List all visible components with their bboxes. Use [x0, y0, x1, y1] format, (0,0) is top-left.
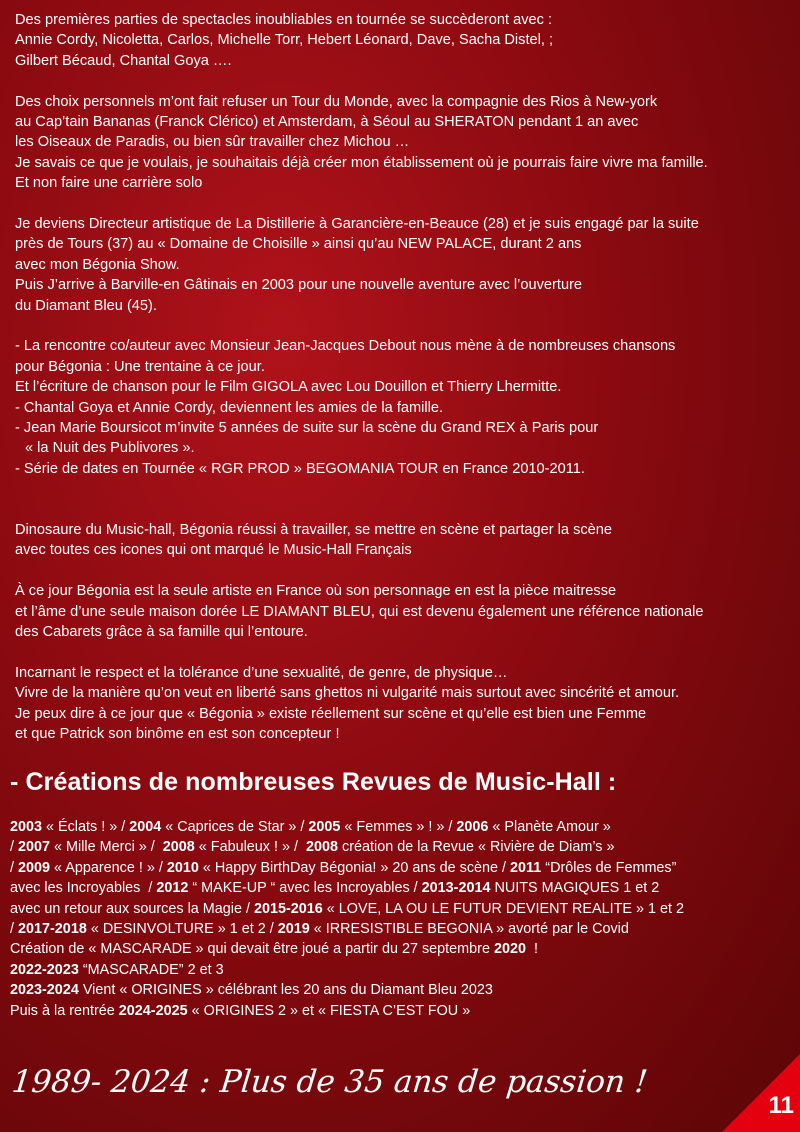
paragraph-gap [15, 479, 795, 499]
intro-line: Je deviens Directeur artistique de La Distillerie à Garancière-en-Beauce (28) et je suis engagé par la suite [15, 216, 699, 233]
intro-line: - Série de dates en Tournée « RGR PROD » BEGOMANIA TOUR en France 2010-2011. [15, 460, 585, 477]
creation-line [10, 981, 795, 1001]
creation-text: Vient « ORIGINES » célébrant les 20 ans du Diamant Bleu 2023 [78, 982, 493, 999]
intro-line: du Diamant Bleu (45). [15, 297, 157, 314]
paragraph-gap [15, 561, 795, 581]
intro-line: Je savais ce que je voulais, je souhaitais déjà créer mon établissement où je pourrais faire vivre ma famille. [15, 154, 708, 171]
creation-year: 2009 [18, 859, 51, 876]
intro-line: au Cap’tain Bananas (Franck Clérico) et Amsterdam, à Séoul au SHERATON pendant 1 an avec [15, 114, 639, 131]
creation-text: création de la Revue « Rivière de Diam’s » [338, 839, 615, 856]
intro-line: des Cabarets grâce à sa famille qui l’entoure. [15, 624, 308, 641]
paragraph-gap [15, 71, 795, 91]
intro-line: Gilbert Bécaud, Chantal Goya …. [15, 52, 232, 69]
intro-line: - Jean Marie Boursicot m’invite 5 années de suite sur la scène du Grand REX à Paris pour [15, 420, 599, 437]
intro-line: pour Bégonia : Une trentaine à ce jour. [15, 358, 265, 375]
creation-text: “ MAKE-UP “ avec les Incroyables / [188, 880, 422, 897]
creation-text: “MASCARADE” 2 et 3 [78, 961, 224, 978]
intro-line: - La rencontre co/auteur avec Monsieur Jean-Jacques Debout nous mène à de nombreuses chansons [15, 338, 676, 355]
intro-line: les Oiseaux de Paradis, ou bien sûr travailler chez Michou … [15, 134, 410, 151]
intro-line: À ce jour Bégonia est la seule artiste en France où son personnage en est la pièce maitresse [15, 583, 617, 600]
creation-year: 2008 [162, 839, 195, 856]
paragraph-gap [15, 194, 795, 214]
creation-text: « Femmes » ! » / [340, 819, 457, 835]
creation-year: 2019 [277, 920, 310, 937]
creation-text: « Apparence ! » / [50, 859, 167, 876]
creation-text: ! [525, 941, 538, 958]
creation-year: 2005 [308, 819, 341, 835]
intro-line: Vivre de la manière qu’on veut en liberté sans ghettos ni vulgarité mais surtout avec sincérité et amour. [15, 685, 680, 702]
creation-year: 2012 [156, 880, 189, 897]
creation-year: 2004 [129, 819, 162, 835]
intro-line: Dinosaure du Music-hall, Bégonia réussi à travailler, se mettre en scène et partager la scène [15, 522, 613, 539]
paragraph-gap [15, 316, 795, 336]
creation-year: 2010 [166, 859, 199, 876]
creation-text: “Drôles de Femmes” [541, 859, 677, 876]
creation-year: 2020 [493, 941, 526, 958]
footer-tagline: 1989- 2024 : Plus de 35 ans de passion ! [10, 1064, 650, 1100]
paragraph-gap [15, 500, 795, 520]
section-heading: - Créations de nombreuses Revues de Music-Hall : [10, 768, 617, 796]
creation-text: Puis à la rentrée [10, 1002, 119, 1019]
creation-year: 2023-2024 [10, 982, 79, 999]
creation-year: 2011 [510, 859, 542, 876]
creation-year: 2015-2016 [253, 900, 323, 917]
creation-text: « DESINVOLTURE » 1 et 2 / [86, 920, 278, 937]
page-number: 11 [768, 1092, 794, 1119]
creation-text: avec un retour aux sources la Magie / [10, 900, 254, 917]
creation-text: / [10, 920, 18, 937]
creation-text: « Fabuleux ! » / [194, 839, 306, 856]
creation-line [10, 1002, 795, 1022]
creation-text: NUITS MAGIQUES 1 et 2 [490, 880, 660, 897]
intro-line: Et non faire une carrière solo [15, 175, 203, 192]
creation-text: Création de « MASCARADE » qui devait être joué a partir du 27 septembre [10, 941, 494, 958]
intro-line: avec mon Bégonia Show. [15, 256, 180, 273]
creation-text: / [10, 859, 18, 876]
creation-text: « ORIGINES 2 » et « FIESTA C’EST FOU » [187, 1002, 471, 1019]
creation-year: 2022-2023 [10, 961, 79, 978]
intro-line: Des premières parties de spectacles inoubliables en tournée se succèderont avec : [15, 12, 553, 28]
creation-year: 2008 [306, 839, 339, 856]
intro-line: Des choix personnels m’ont fait refuser un Tour du Monde, avec la compagnie des Rios à New-york [15, 93, 658, 110]
intro-text-block [15, 10, 795, 745]
intro-line: Et l’écriture de chanson pour le Film GIGOLA avec Lou Douillon et Thierry Lhermitte. [15, 379, 562, 396]
creation-text: « IRRESISTIBLE BEGONIA » avorté par le Covid [309, 920, 629, 937]
intro-line: Incarnant le respect et la tolérance d’une sexualité, de genre, de physique… [15, 664, 508, 681]
intro-line: et que Patrick son binôme en est son concepteur ! [15, 726, 340, 743]
creation-line [10, 940, 795, 960]
paragraph-gap [15, 643, 795, 663]
creation-year: 2003 [10, 819, 43, 835]
intro-line: « la Nuit des Publivores ». [25, 440, 195, 457]
creation-line [10, 900, 795, 920]
creation-text: « Happy BirthDay Bégonia! » 20 ans de scène / [198, 859, 511, 876]
intro-line: avec toutes ces icones qui ont marqué le Music-Hall Français [15, 542, 412, 559]
creation-text: « Caprices de Star » / [161, 819, 309, 835]
creation-line [10, 838, 795, 858]
creations-list [10, 818, 795, 1022]
intro-line: Puis J’arrive à Barville-en Gâtinais en 2003 pour une nouvelle aventure avec l’ouverture [15, 277, 583, 294]
creation-year: 2017-2018 [18, 920, 87, 937]
intro-line: Annie Cordy, Nicoletta, Carlos, Michelle Torr, Hebert Léonard, Dave, Sacha Distel, ; [15, 32, 554, 49]
creation-year: 2007 [18, 839, 51, 856]
creation-text: / [10, 839, 18, 856]
creation-year: 2006 [456, 819, 489, 835]
creation-text: « Éclats ! » / [42, 819, 130, 835]
intro-line: - Chantal Goya et Annie Cordy, deviennent les amies de la famille. [15, 399, 444, 416]
creation-text: « Mille Merci » / [50, 839, 163, 856]
creation-line [10, 879, 795, 899]
intro-line: près de Tours (37) au « Domaine de Choisille » ainsi qu’au NEW PALACE, durant 2 ans [15, 236, 582, 253]
creation-year: 2024-2025 [118, 1002, 188, 1019]
creation-line [10, 818, 795, 838]
creation-year: 2013-2014 [421, 880, 491, 897]
creation-text: « LOVE, LA OU LE FUTUR DEVIENT REALITE » 1 et 2 [322, 900, 685, 917]
creation-line [10, 961, 795, 981]
creation-text: avec les Incroyables / [10, 880, 157, 897]
creation-line [10, 859, 795, 879]
intro-line: et l’âme d’une seule maison dorée LE DIAMANT BLEU, qui est devenu également une référence nationale [15, 603, 704, 620]
creation-text: « Planète Amour » [488, 819, 611, 835]
intro-line: Je peux dire à ce jour que « Bégonia » existe réellement sur scène et qu’elle est bien une Femme [15, 705, 647, 722]
creation-line [10, 920, 795, 940]
